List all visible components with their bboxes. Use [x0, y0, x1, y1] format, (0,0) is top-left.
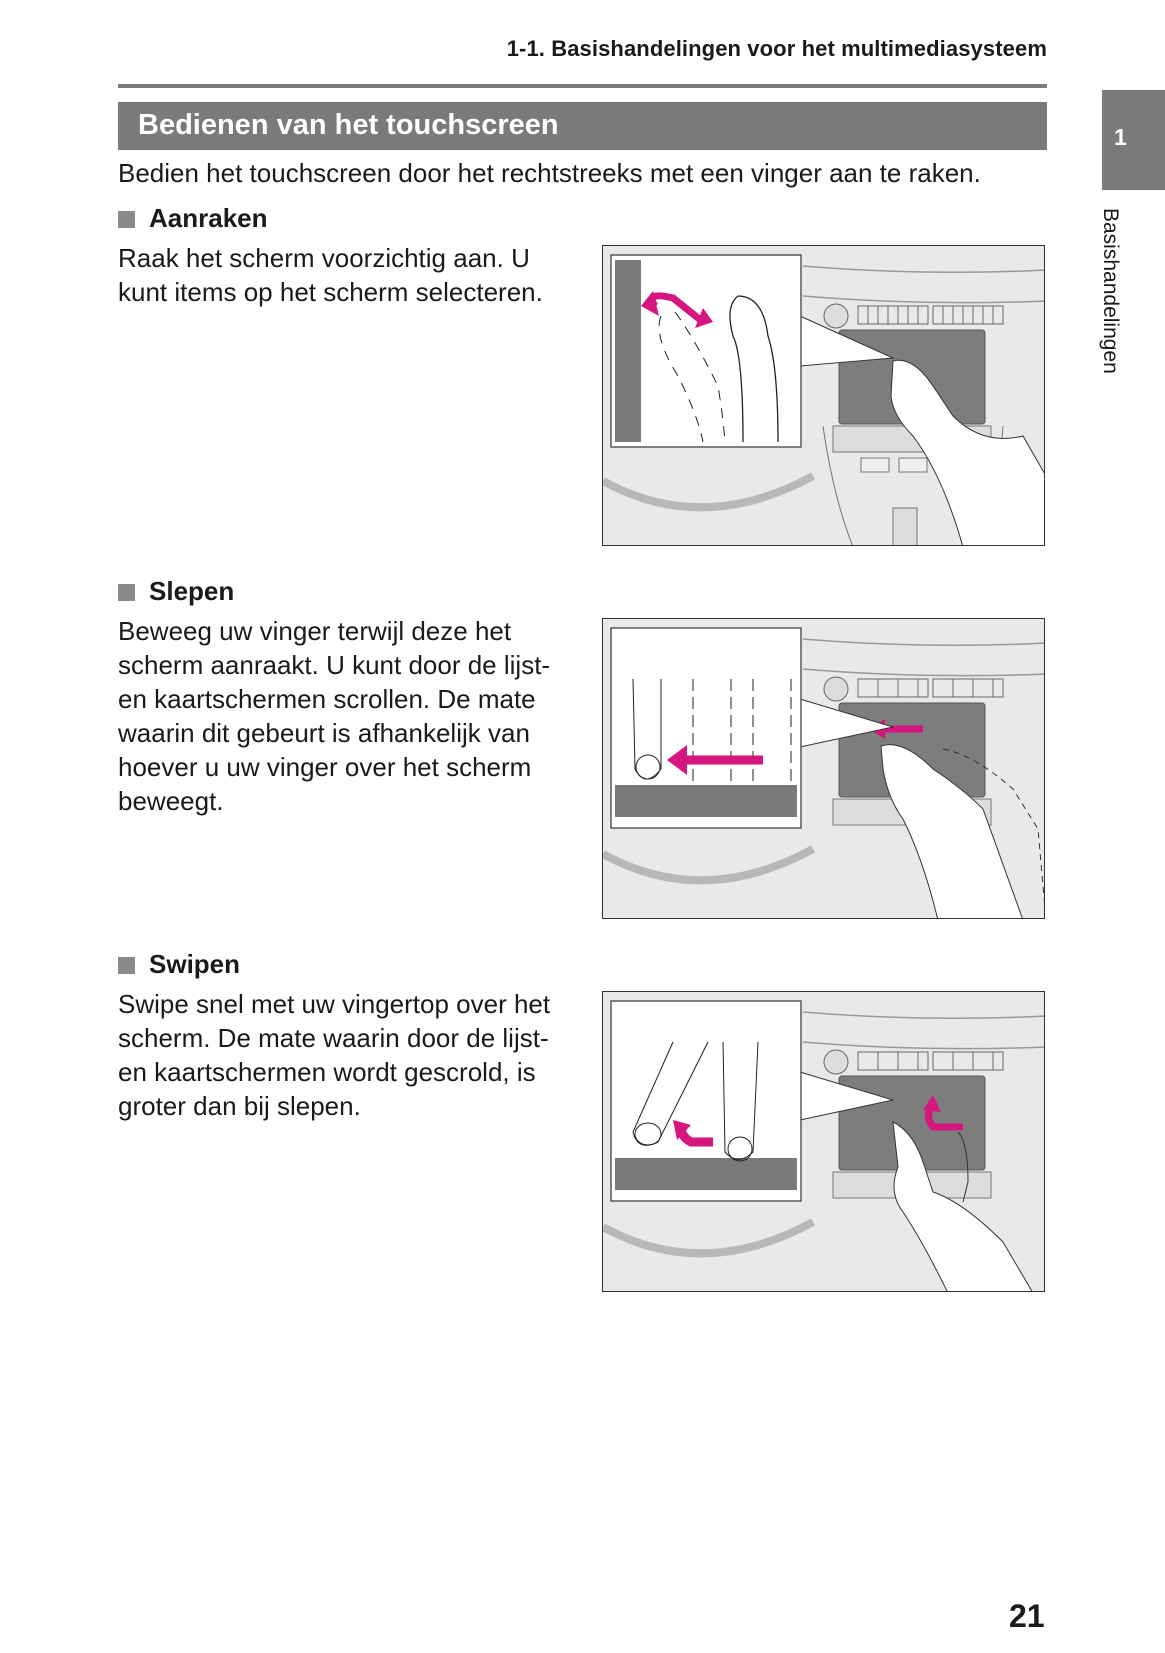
- dashboard-drawing: [603, 992, 1045, 1292]
- page-number: 21: [1009, 1598, 1045, 1634]
- subheading-text: Slepen: [149, 576, 235, 606]
- chapter-label-text: Basishandelingen: [1099, 208, 1122, 374]
- chapter-tab: [1102, 90, 1165, 190]
- text-line: Beweeg uw vinger terwijl deze het: [118, 616, 512, 646]
- text-line: scherm. De mate waarin door de lijst-: [118, 1023, 549, 1053]
- intro-text: Bedien het touchscreen door het rechtstreeks met een vinger aan te raken.: [118, 158, 981, 188]
- text-line: en kaartschermen scrollen. De mate: [118, 684, 536, 714]
- text-line: en kaartschermen wordt gescrold, is: [118, 1057, 536, 1087]
- section-title: Bedienen van het touchscreen: [138, 109, 559, 141]
- square-bullet-icon: [118, 957, 135, 974]
- text-line: kunt items op het scherm selecteren.: [118, 277, 543, 307]
- square-bullet-icon: [118, 211, 135, 228]
- figure-tap-illustration: [602, 245, 1045, 546]
- section-title-bar: [118, 102, 1047, 150]
- text-line: waarin dit gebeurt is afhankelijk van: [118, 718, 530, 748]
- subheading-text: Aanraken: [149, 203, 268, 233]
- chapter-label: [1098, 208, 1132, 398]
- text-line: scherm aanraakt. U kunt door de lijst-: [118, 650, 551, 680]
- paragraph-swipen: [118, 987, 550, 1123]
- text-line: hoever u uw vinger over het scherm: [118, 752, 532, 782]
- subheading-text: Swipen: [149, 949, 241, 979]
- subheading-slepen: [118, 576, 234, 607]
- figure-swipe-illustration: [602, 991, 1045, 1292]
- text-line: Raak het scherm voorzichtig aan. U: [118, 243, 530, 273]
- header-rule: [118, 84, 1047, 88]
- paragraph-slepen: [118, 614, 550, 818]
- text-line: groter dan bij slepen.: [118, 1091, 361, 1121]
- screen-edge: [615, 1158, 797, 1190]
- running-head: 1-1. Basishandelingen voor het multimediasysteem: [506, 36, 1047, 61]
- dashboard-drawing: [603, 619, 1045, 919]
- subheading-aanraken: [118, 203, 268, 234]
- text-line: beweegt.: [118, 786, 224, 816]
- paragraph-aanraken: [118, 241, 543, 309]
- subheading-swipen: [118, 949, 240, 980]
- square-bullet-icon: [118, 584, 135, 601]
- chapter-number: 1: [1114, 124, 1127, 150]
- dashboard-drawing: [603, 246, 1045, 546]
- screen-edge: [615, 785, 797, 817]
- figure-drag-illustration: [602, 618, 1045, 919]
- text-line: Swipe snel met uw vingertop over het: [118, 989, 551, 1019]
- screen-edge: [615, 260, 641, 442]
